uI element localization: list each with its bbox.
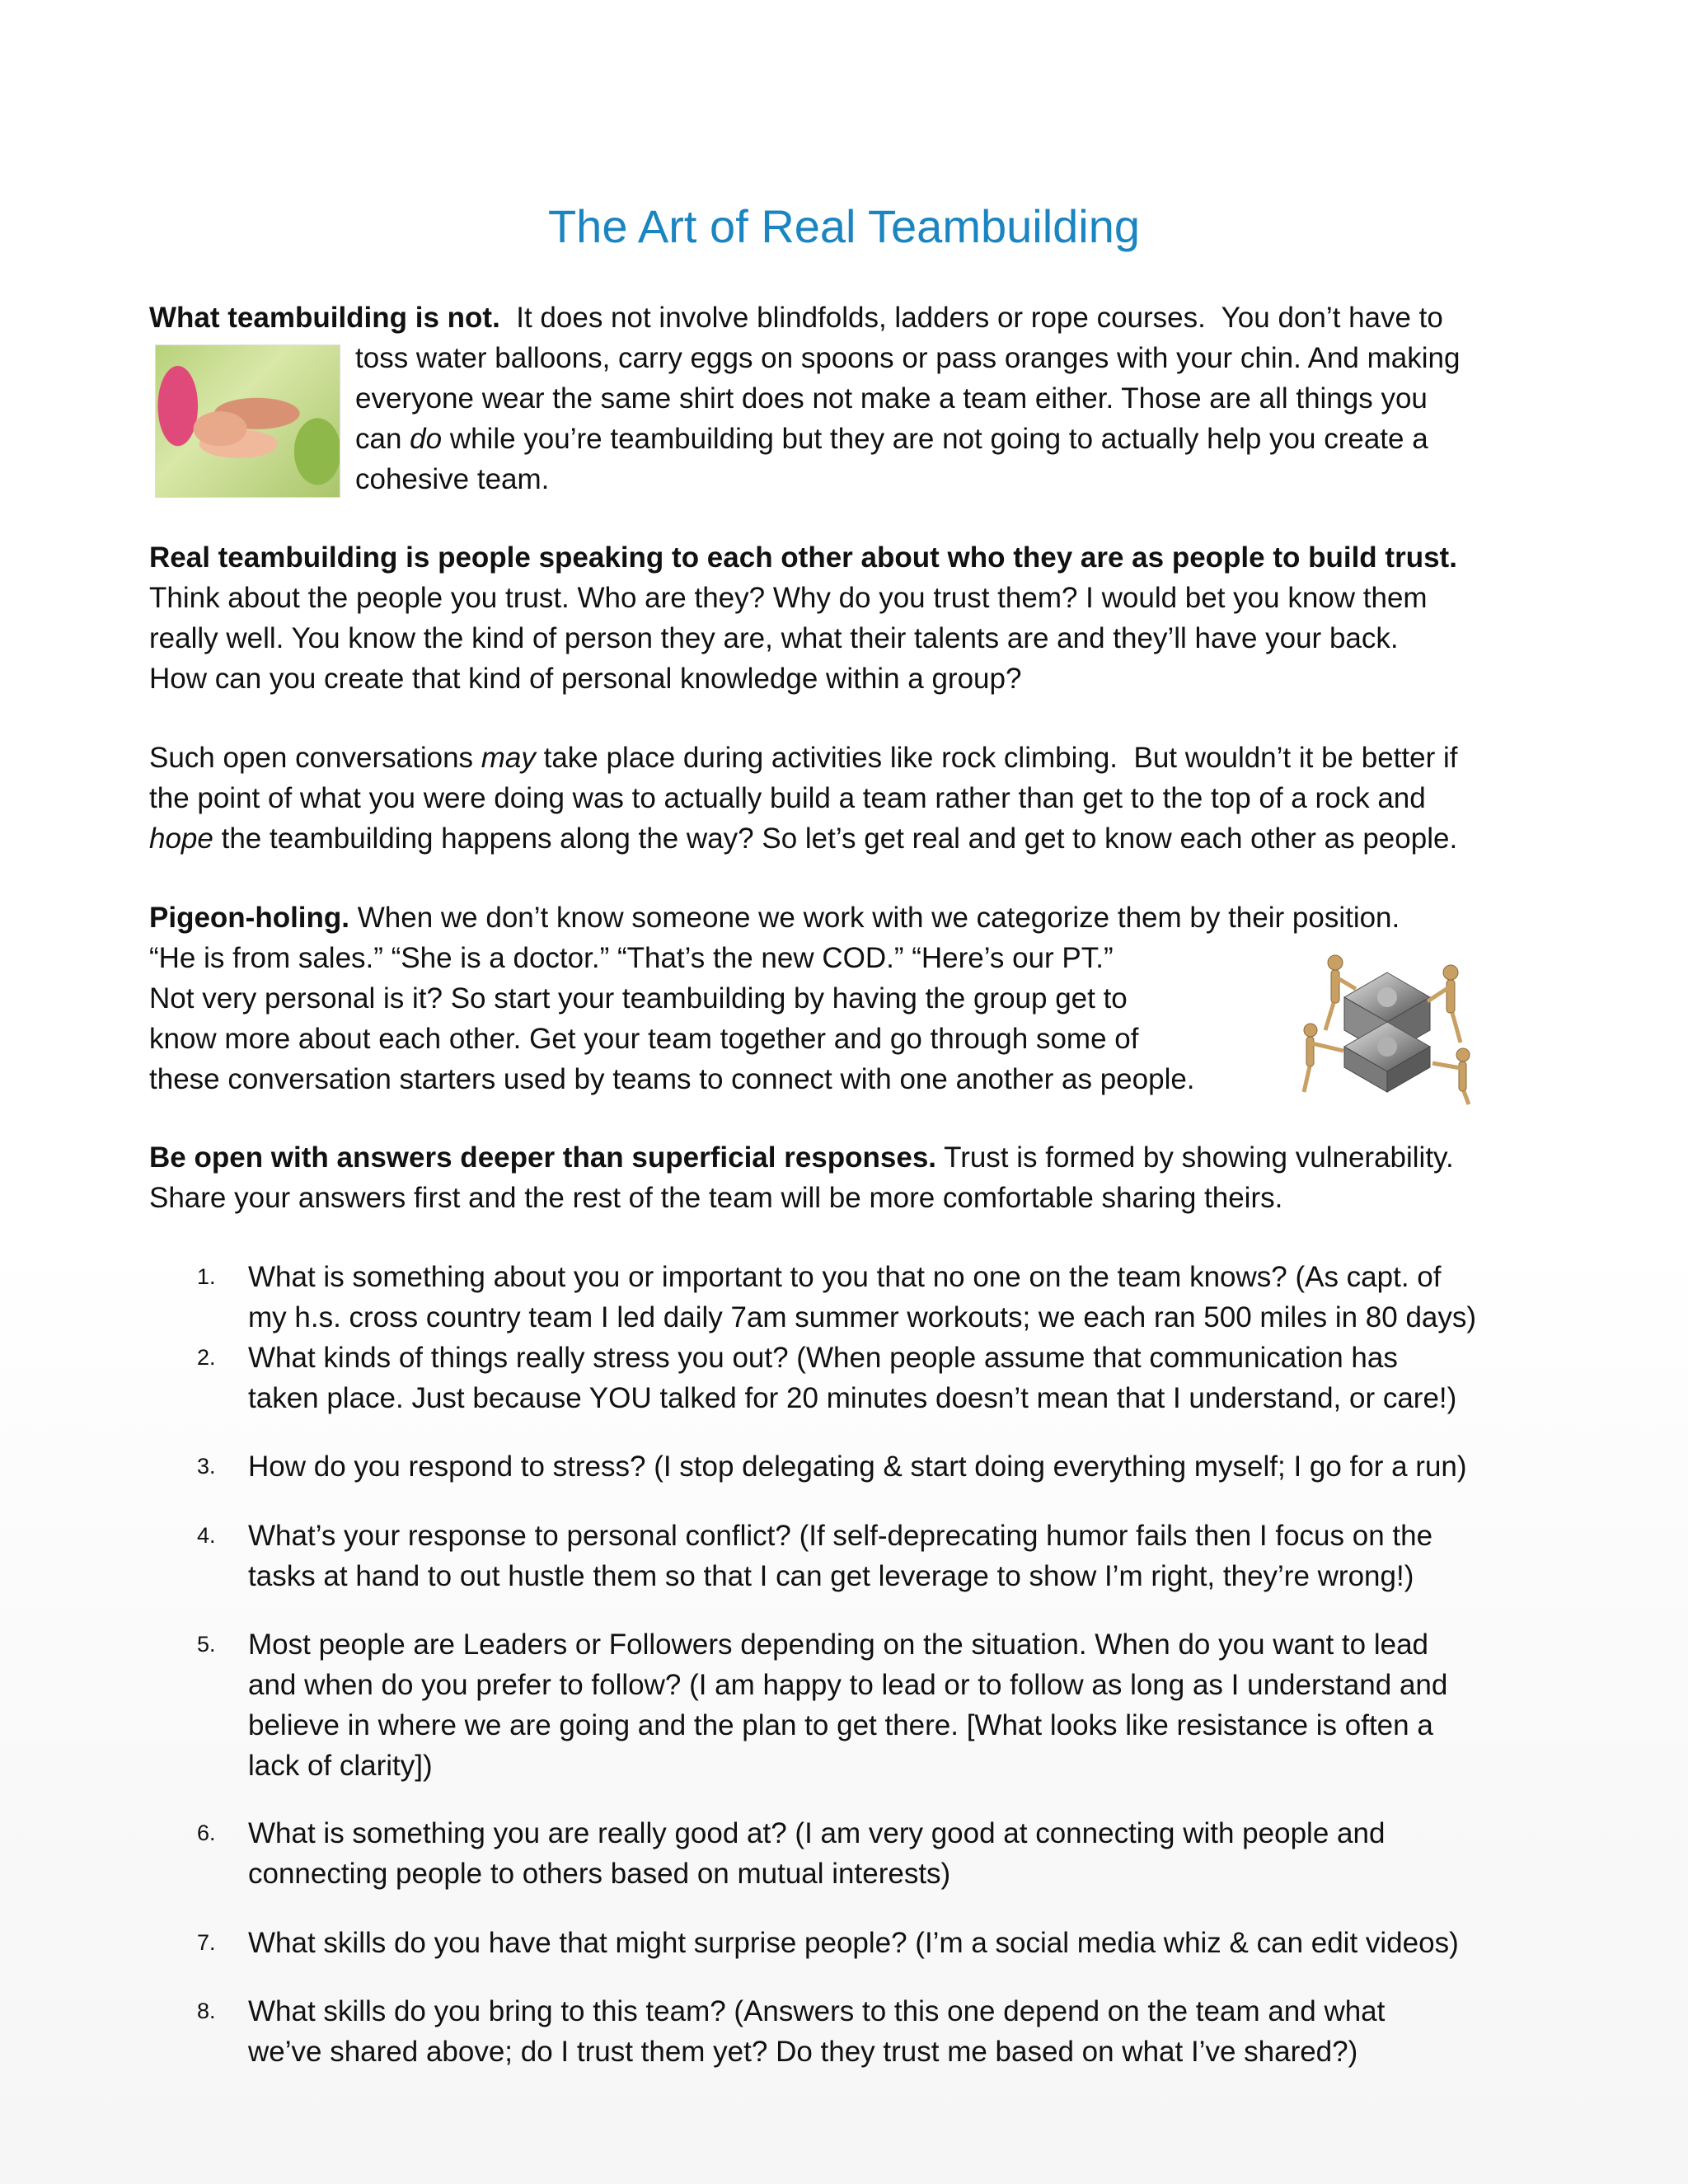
puzzle-pieces: [1344, 972, 1430, 1092]
page-title: The Art of Real Teambuilding: [547, 200, 1141, 252]
intro-paragraph: [149, 298, 1550, 499]
intro-line-5: cohesive team.: [355, 463, 550, 495]
real-teambuilding-paragraph: [149, 537, 1550, 699]
open-line-2: the point of what you were doing was to actually build a team rather than get to the top of a rock and: [149, 782, 1426, 814]
real-lead: Real teambuilding is people speaking to each other about who they are as people to build trust.: [149, 541, 1457, 574]
open-conversations-paragraph: [149, 738, 1550, 859]
intro-line-3: everyone wear the same shirt does not make a team either. Those are all things you: [355, 382, 1428, 415]
pigeon-line-3: Not very personal is it? So start your teambuilding by having the group get to: [149, 982, 1128, 1015]
beopen-line-1: Be open with answers deeper than superficial responses. Trust is formed by showing vulnerability.: [149, 1141, 1454, 1174]
pigeon-line-5: these conversation starters used by teams to connect with one another as people.: [149, 1063, 1195, 1095]
intro-line-1: What teambuilding is not. It does not involve blindfolds, ladders or rope courses. You don’t have to: [149, 302, 1443, 334]
real-line-1: Think about the people you trust. Who are they? Why do you trust them? I would bet you know them: [149, 582, 1428, 614]
puzzle-figures-illustration: [1286, 940, 1489, 1108]
stacked-hands-photo: [155, 344, 340, 498]
open-line-1: Such open conversations may take place during activities like rock climbing. But wouldn’t it be better if: [149, 742, 1458, 774]
document-page: The Art of Real Teambuilding What teambuilding is not. It does not involve blindfolds, ladders or rope courses. You don’t have to toss water balloons, carry eggs on spoons or pass oranges with your chin. And making everyone wear the same shirt does not make a team either. Those are all things you can do while you’re teambuilding but they are not going to actually help you create a cohesive team. Real teambuilding is people speaking to each other about who they are as people to build trust. Think about the people you trust. Who are they? Why do you trust them? I would bet you know them really well. You know the kind of person they are, what their talents are and they’ll have your back. How can you create that kind of personal knowledge within a group? Such open conversations may take place during activities like rock climbing. But wouldn’t it be better if the point of what you were doing was to actually build a team rather than get to the top of a rock and hope the teambuilding happens along the way? So let’s get real and get to know each other as people. Pigeon-holing. When we don’t know someone we work with we categorize them by their position. “He is from sales.” “She is a doctor.” “That’s the new COD.” “Here’s our PT.” Not very personal is it? So start your teambuilding by having the group get to know more about each other. Get your team together and go through some of these conversation starters used by teams to connect with one another as people. Be open with answers deeper than superficial responses. Trust is formed by showing vulnerability. Share your answers first and the rest of the team will be more comfortable sharing theirs. 1. What is something about you or important to you that no one on the team knows? (As capt. of my h.s. cross country team I led daily 7am summer workouts; we each ran 500 miles in 80 days) 2. What kinds of things really stress you out? (When people assume that communication has taken place. Just because YOU talked for 20 minutes doesn’t mean that I understand, or care!) 3. How do you respond to stress? (I stop delegating & start doing everything myself; I go for a run) 4. What’s your response to personal conflict? (If self-deprecating humor fails then I focus on the tasks at hand to out hustle them so that I can get leverage to show I’m right, they’re wrong!) 5. Most people are Leaders or Followers depending on the situation. When do you want to lead and when do you prefer to follow? (I am happy to lead or to follow as long as I understand and believe in where we are going and the plan to get there. [What looks like resistance is often a lack of clarity]) 6. What is something you are really good at? (I am very good at connecting with people and connecting people to others based on mutual interests) 7. What skills do you have that might surprise people? (I’m a social media whiz & can edit videos) 8. What skills do you bring to this team? (Answers to this one depend on the team and what we’ve shared above; do I trust them yet? Do they trust me based on what I’ve shared?): [0, 0, 1688, 2184]
be-open-paragraph: [149, 1137, 1550, 1218]
pigeon-line-4: know more about each other. Get your team together and go through some of: [149, 1023, 1139, 1055]
intro-line-4: can do while you’re teambuilding but they are not going to actually help you create a: [355, 423, 1428, 455]
real-line-3: How can you create that kind of personal knowledge within a group?: [149, 663, 1022, 695]
pigeon-line-2: “He is from sales.” “She is a doctor.” “That’s the new COD.” “Here’s our PT.”: [149, 942, 1114, 974]
real-line-2: really well. You know the kind of person they are, what their talents are and they’ll have your back.: [149, 622, 1399, 654]
intro-line-2: toss water balloons, carry eggs on spoons or pass oranges with your chin. And making: [355, 342, 1461, 374]
beopen-line-2: Share your answers first and the rest of the team will be more comfortable sharing theirs.: [149, 1182, 1283, 1214]
open-line-3: hope the teambuilding happens along the way? So let’s get real and get to know each other as people.: [149, 823, 1458, 855]
intro-lead: What teambuilding is not.: [149, 302, 500, 334]
pigeon-line-1: Pigeon-holing. When we don’t know someone we work with we categorize them by their position.: [149, 902, 1400, 934]
